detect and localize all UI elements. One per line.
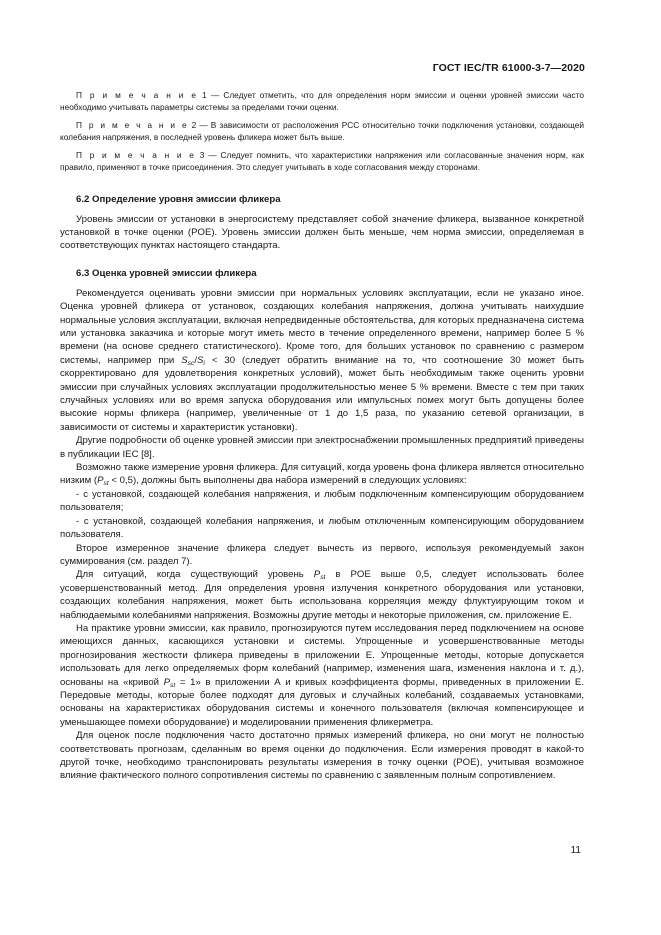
note-text: — Следует отметить, что для определения норм эмиссии и оценки уровней эмиссии часто необходимо учитывать параметры системы за пределами точки оценки. xyxy=(60,90,584,112)
section-6-3-paragraph-7: Для оценок после подключения часто достаточно прямых измерений фликера, но они могут не полностью соответствовать прогнозам, сделанным во время оценки до подключения. Если измерения проводят в какой-то другой точке, необходимо транспонировать результаты измерения в точку оценки (POE), учитывая возможное влияние фактического полного сопротивления системы по сравнению с заявленным полным сопротивлением. xyxy=(60,730,584,782)
note-number: 1 xyxy=(202,90,207,100)
section-6-3-heading: 6.3 Оценка уровней эмиссии фликера xyxy=(76,267,257,279)
note-number: 3 xyxy=(199,150,205,161)
section-6-2-heading: 6.2 Определение уровня эмиссии фликера xyxy=(76,193,281,205)
section-6-3-paragraph-3: Возможно также измерение уровня фликера. Для ситуаций, когда уровень фона фликера является относительно низким $(P_{st} < 0,5)$, должны быть выполнены два набора измерений в следующих условиях: xyxy=(60,462,584,488)
note-label: П р и м е ч а н и е xyxy=(76,150,196,161)
list-item-2: - с установкой, создающей колебания напряжения, и любым отключенным компенсирующим оборудованием пользователя. xyxy=(60,515,584,541)
note-1 xyxy=(60,90,584,113)
section-6-2-paragraph: Уровень эмиссии от установки в энергосистему представляет собой значение фликера, вызванное конкретной установкой в точке оценки (POE). Уровень эмиссии должен быть меньше, чем норма эмиссии, определяемая в соответствующих пунктах настоящего стандарта. xyxy=(60,213,584,252)
section-6-3-paragraph-4: Второе измеренное значение фликера следует вычесть из первого, используя рекомендуемый закон суммирования (см. раздел 7). xyxy=(60,542,584,567)
note-3 xyxy=(60,150,584,173)
section-6-3-paragraph-2: Другие подробности об оценке уровней эмиссии при электроснабжении промышленных предприятий приведены в публикации IEC [8]. xyxy=(60,435,584,460)
note-label: П р и м е ч а н и е xyxy=(76,90,198,100)
note-text: — В зависимости от расположения PCC относительно точки подключения установки, создающей колебания напряжения, в последней уровень фликера может быть выше. xyxy=(60,120,584,142)
section-6-3-paragraph-1: Рекомендуется оценивать уровни эмиссии при нормальных условиях эксплуатации, если не указано иное. Оценка уровней фликера от установок, создающих колебания напряжения, должна учитывать наихудшие нормальные условия эксплуатации, включая непредвиденные обстоятельства, для которых предназначена система или установка заказчика и которые могут иметь место в течение определенного времени, например более 5 % времени (на основе среднего статистического). Кроме того, для больших установок по сравнению с размером системы, например при $S_{sc}/S_i < 30$ (следует обратить внимание на то, что соотношение 30 может быть скорректировано для удовлетворения конкретных условий), может быть необходимым также оценить уровни эмиссии при случайных условиях эксплуатации продолжительностью менее 5 % времени. Вместе с тем при таких случайных условиях или во время запуска оборудования или импульсных помех могут быть допущены более высокие нормы фликера (например, увеличенные от 1 до 1,5 раза, по указанию сетевой организации, в зависимости от системы и характеристик установки). xyxy=(60,287,584,433)
section-6-3-paragraph-6: На практике уровни эмиссии, как правило, прогнозируются путем исследования перед подключением на основе имеющихся данных, касающихся установки и системы. Упрощенные и усовершенствованные методы прогнозирования жесткости фликера приведены в приложении Е. Упрощенные методы, которые допускается использовать для легко определяемых форм колебаний (например, изменения шага, изменения наклона и т. д.), основаны на «кривой $P_{st} = 1$» в приложении А и кривых коэффициента формы, приведенных в приложении Е. Передовые методы, которые более подходят для дуговых и случайных колебаний, создаваемых установками, основаны на характеристиках оборудования системы и конечного пользователя (включая компенсирующее и уменьшающее помехи оборудование) и моделировании применения фликерметра. xyxy=(60,622,584,728)
document-body xyxy=(60,90,584,783)
note-number: 2 xyxy=(191,120,197,131)
note-label: П р и м е ч а н и е xyxy=(76,120,189,131)
note-2 xyxy=(60,120,584,143)
page-number: 11 xyxy=(570,845,581,856)
note-text: — Следует помнить, что характеристики напряжения или согласованные значения норм, как правило, применяют в точке присоединения. Это следует учитывать в ходе согласования между сторонами. xyxy=(60,150,584,172)
section-6-3-paragraph-5: Для ситуаций, когда существующий уровень $P_{st}$ в POE выше 0,5, следует использовать более усовершенствованный метод. Для определения уровня излучения конкретного оборудования или установки, создающих колебания напряжения, может быть использована корреляция между флуктуирующим током и наблюдаемыми колебаниями напряжения. Возможны другие методы и некоторые приложения, см. приложение Е. xyxy=(60,569,584,621)
list-item-1: - с установкой, создающей колебания напряжения, и любым подключенным компенсирующим оборудованием пользователя; xyxy=(60,488,584,514)
standard-code-header: ГОСТ IEC/TR 61000-3-7—2020 xyxy=(432,62,585,74)
